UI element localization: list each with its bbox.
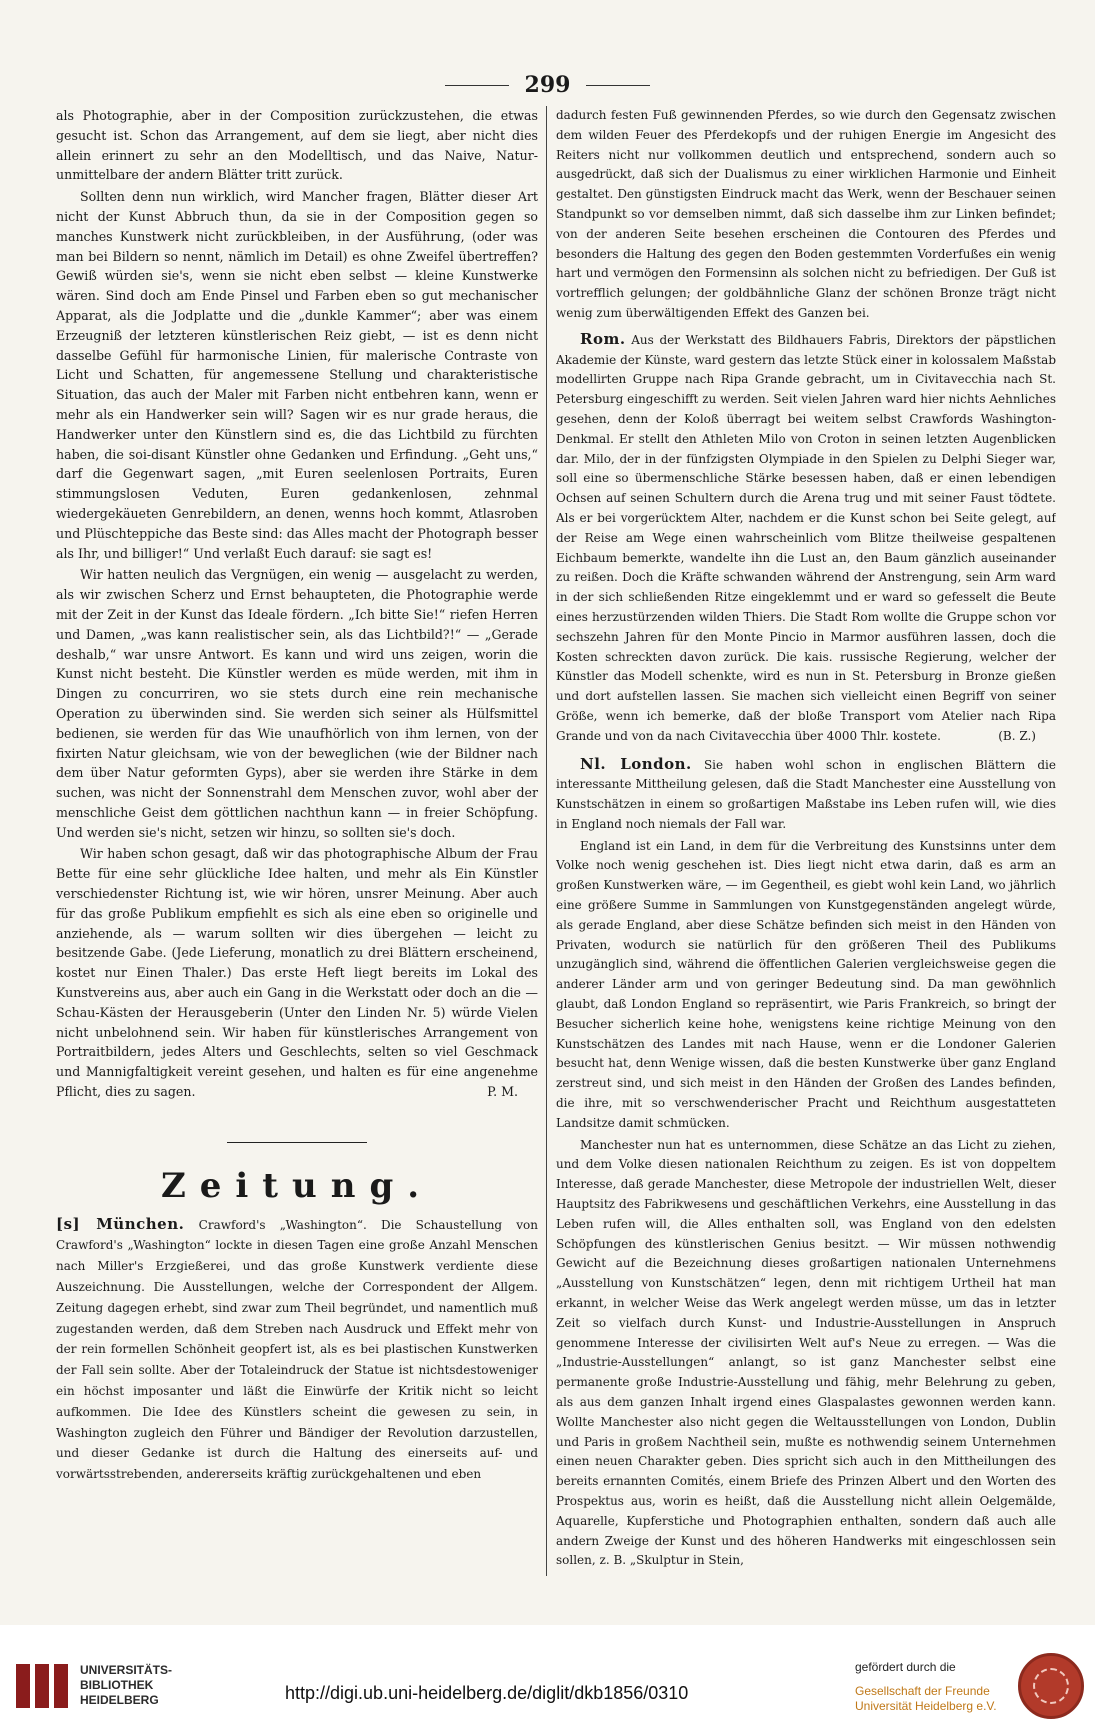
dateline-london: Nl. London. (580, 754, 692, 773)
column-divider (546, 106, 547, 1576)
university-seal-icon (1018, 1653, 1084, 1719)
section-title: Zeitung. (160, 1165, 434, 1206)
sponsor-name-line: Gesellschaft der Freunde (855, 1684, 990, 1698)
paragraph-text: Wir haben schon gesagt, daß wir das photographische Album der Frau Bette für eine sehr glückliche Idee halten, und mehr als Ein Künstler verschiedenster Richtung ist, wie wir hören, unsrer Meinung. Aber auch für das große Publikum empfiehlt es sich als eine eben so originelle und anziehende, als — warum sollten wir dies übergehen — leicht zu besitzende Gabe. (Jede Lieferung, monatlich zu drei Blättern erscheinend, kostet nur Einen Thaler.) Das erste Heft liegt bereits im Lokal des Kunstvereins aus, aber auch ein Gang in die Werkstatt oder doch an die — Schau-Kästen der Herausgeberin (Unter den Linden Nr. 5) würde Vielen nicht unbelohnend sein. Wir haben für künstlerisches Arrangement von Portraitbildern, jedes Alters und Geschlechts, selten so viel Geschmack und Mannigfaltigkeit vereint gesehen, und halten es für eine angenehme Pflicht, dies zu sagen. (56, 846, 538, 1100)
paragraph: Wir hatten neulich das Vergnügen, ein wenig — ausgelacht zu werden, als wir zwischen Scherz und Ernst behaupteten, die Photographie werde mit der Zeit in der Kunst das Ideale fördern. „Ich bitte Sie!“ riefen Herren und Damen, „was kann realistischer sein, als das Lichtbild?!“ — „Gerade deshalb,“ war unsre Antwort. Es kann und wird uns zeigen, worin die Kunst nicht besteht. Die Künstler werden es müde werden, mit ihm in Dingen zu concurriren, wo sie stets durch eine rein mechanische Operation zu überwinden sind. Sie werden sich seiner als Hülfsmittel bedienen, sie werden für das Wie unaufhörlich von ihm lernen, von der fixirten Natur gleichsam, wie von der beweglichen (wie der Bildner nach dem über Natur geformten Gyps), aber sie werden ihre Stärke in dem suchen, was nicht der Sonnenstrahl dem Menschen zuvor, wohl aber der menschliche Geist dem göttlichen nachthun kann — in freier Schöpfung. Und werden sie's nicht, setzen wir hinzu, so sollten sie's doch. (56, 567, 538, 840)
sponsor-label: gefördert durch die (855, 1660, 956, 1674)
dateline-munich: [s] München. (56, 1214, 185, 1233)
article-continuation: dadurch festen Fuß gewinnenden Pferdes, so wie durch den Gegensatz zwischen dem wilden Feuer des Pferdekopfs und der ruhigen Energie im Angesicht des Reiters nicht nur vollkommen deutlich und entsprechend, sondern auch so ausgedrückt, daß sich der Dualismus zu einer wirklichen Harmonie und Einheit gestaltet. Den günstigsten Eindruck macht das Werk, wenn der Beschauer seinen Standpunkt so vor demselben nimmt, daß sich dasselbe ihm zur Linken befindet; von der anderen Seite besehen erscheinen die Contouren des Pferdes und besonders die Haltung des gegen den Boden gestemmten Vorderfußes ein wenig hart und vermögen den Formensinn als solchen nicht zu befriedigen. Der Guß ist vortrefflich gelungen; der goldbähnliche Glanz der schönen Bronze trägt nicht wenig zum überwältigenden Effekt des Ganzen bei. (556, 108, 1056, 320)
library-logo-icon (16, 1664, 68, 1708)
right-column (556, 106, 1056, 1596)
header-rule-left (445, 85, 509, 86)
article-text: Crawford's „Washington“. Die Schaustellung von Crawford's „Washington“ lockte in diesen Tagen eine große Anzahl Menschen nach Miller's Erzgießerei, und das große Kunstwerk verdiente diese Auszeichnung. Die Ausstellungen, welche der Correspondent der Allgem. Zeitung dagegen erhebt, sind zwar zum Theil begründet, und namentlich muß zugestanden werden, daß dem Streben nach Ausdruck und Effekt mehr von der rein formellen Schönheit geopfert ist, als es bei plastischen Kunstwerken der Fall sein sollte. Aber der Totaleindruck der Statue ist nichtsdestoweniger ein höchst imposanter und läßt die Einwürfe der Kritik nicht so leicht aufkommen. Die Idee des Künstlers scheint die gewesen zu sein, in Washington zugleich den Führer und Bändiger der Revolution darzustellen, und dieser Gedanke ist durch die Haltung des einerseits auf- und vorwärtsstrebenden, andererseits kräftig zurückgehaltenen und eben (56, 1217, 538, 1482)
library-name-line: UNIVERSITÄTS- (80, 1663, 173, 1677)
sponsor-name (855, 1684, 1005, 1714)
paragraph: Manchester nun hat es unternommen, diese Schätze an das Licht zu ziehen, und dem Volke diesen nationalen Reichthum zu zeigen. Es ist von doppeltem Interesse, daß gerade Manchester, diese Metropole der industriellen Welt, dieser Hauptsitz des Fabrikwesens und geschäftlichen Verkehrs, eine Ausstellung in das Leben rufen will, die Alles enthalten soll, was England von den edelsten Schöpfungen des künstlerischen Genius besitzt. — Wir müssen nothwendig Gewicht auf die Bezeichnung dieses großartigen nationalen Unternehmens „Ausstellung von Kunstschätzen“ legen, denn mit richtigem Urtheil hat man erkannt, in welcher Weise das Werk angelegt werden müsse, um das in letzter Zeit so vielfach durch Kunst- und Industrie-Ausstellungen in Anspruch genommene Interesse der civilisirten Welt auf's Neue zu erregen. — Was die „Industrie-Ausstellungen“ anlangt, so ist ganz Manchester selbst eine permanente große Industrie-Ausstellung und fähig, mehr Belehrung zu geben, als aus dem ganzen Inhalt irgend eines Glaspalastes gewonnen werden kann. Wollte Manchester also nicht gegen die Weltausstellungen von London, Dublin und Paris in großem Nachtheil sein, mußte es nothwendig seinem Unternehmen einen neuen Charakter geben. Dies spricht sich auch in den Mittheilungen des bereits ernannten Comités, einem Briefe des Prinzen Albert und den Worten des Prospektus aus, worin es heißt, daß die Ausstellung nicht allein Oelgemälde, Aquarelle, Kupferstiche und Photographien enthalten, sondern daß auch alle andern Zweige der Kunst und des höheren Handwerks mit eingeschlossen sein sollen, z. B. „Skulptur in Stein, (556, 1137, 1056, 1568)
page-number: 299 (524, 72, 571, 98)
library-logo[interactable] (16, 1663, 172, 1708)
header-rule-right (586, 85, 650, 86)
source-signature: (B. Z.) (998, 728, 1036, 743)
article-rome (556, 330, 1056, 747)
section-divider (227, 1142, 367, 1143)
page-header (0, 72, 1095, 102)
signature: P. M. (487, 1084, 518, 1100)
paragraph: England ist ein Land, in dem für die Verbreitung des Kunstsinns unter dem Volke noch wenig geschehen ist. Dies liegt nicht etwa darin, daß es arm an großen Kunstwerken wäre, — im Gegentheil, es giebt wohl kein Land, wo jährlich eine größere Summe in Sammlungen von Kunstgegenständen angelegt würde, als gerade England, aber diese Schätze befinden sich meist in den Händen von Privaten, wodurch sie natürlich für den größeren Theil des Publikums unzugänglich sind, während die öffentlichen Galerien vergleichsweise gegen die anderer Länder arm und von geringer Bedeutung sind. Da man gewöhnlich glaubt, daß London England so repräsentirt, wie Paris Frankreich, so bringt der Besucher sicherlich keine hohe, wenigstens keine richtige Meinung von den Kunstschätzen des Landes mit nach Hause, wenn er die Londoner Galerien besucht hat, denn Wenige wissen, daß die besten Kunstwerke über ganz England zerstreut sind, und sich meist in den Händen der Großen des Landes befinden, die ihre, mit so verschwenderischer Pracht und Reichthum ausgestatteten Landsitze damit schmücken. (556, 838, 1056, 1130)
paragraph: Sollten denn nun wirklich, wird Mancher fragen, Blätter dieser Art nicht der Kunst Abbruch thun, da sie in der Composition gegen so manches Kunstwerk nicht zurückbleiben, in der Ausführung, (oder was man bei Bildern so nennt, nämlich im Detail) es ohne Zweifel übertreffen? Gewiß würden sie's, wenn sie nicht eben selbst — kleine Kunstwerke wären. Sind doch am Ende Pinsel und Farben eben so gut mechanischer Apparat, als die Jodplatte und die „dunkle Kammer“; aber was einem Erzeugniß der letzteren künstlerischen Reiz giebt, — ist es denn nicht dasselbe Gefühl für harmonische Linien, für malerische Contraste von Licht und Schatten, für angemessene Stellung und charakteristische Situation, das auch der Maler mit Farben nicht entbehren kann, wenn er mehr als ein Handwerker sein will? Sagen wir es nur grade heraus, die Handwerker unter den Künstlern sind es, die das Lichtbild zu fürchten haben, die soi-disant Künstler ohne Gedanken und Erfindung. „Geht uns,“ darf die Gegenwart sagen, „mit Euren seelenlosen Portraits, Euren stimmungslosen Veduten, Euren gedankenlosen, zehnmal wiedergekäueten Genrebildern, an denen, wenns hoch kommt, Atlasroben und Plüschteppiche das Beste sind: das Alles macht der Photograph besser als Ihr, und billiger!“ Und verlaßt Euch darauf: sie sagt es! (56, 189, 538, 561)
library-name-line: HEIDELBERG (80, 1693, 159, 1707)
sponsor-block[interactable] (855, 1660, 1005, 1714)
article-london (556, 755, 1056, 835)
library-name-line: BIBLIOTHEK (80, 1678, 154, 1692)
article-text: Aus der Werkstatt des Bildhauers Fabris, Direktors der päpstlichen Akademie der Künste, ward gestern das letzte Stück einer in kolossalem Maßstab modellirten Gruppe nach Ripa Grande gebracht, um in Civitavecchia nach St. Petersburg eingeschifft zu werden. Seit vielen Jahren ward hier nichts Aehnliches gesehen, denn der Koloß überragt bei weitem selbst Crawfords Washington-Denkmal. Er stellt den Athleten Milo von Croton in seinen letzten Augenblicken dar. Milo, der in der fünfzigsten Olympiade in den Spielen zu Delphi Sieger war, soll eine so übermenschliche Stärke besessen haben, daß er einen lebendigen Ochsen auf seinen Schultern durch die Arena trug und mit seiner Faust tödtete. Als er bei vorgerücktem Alter, nachdem er die Kunst schon bei Seite gelegt, auf der Reise am Wege einen wahrscheinlich vom Blitze theilweise gespaltenen Eichbaum bemerkte, wandelte ihn die Lust an, den Baum gänzlich auseinander zu reißen. Doch die Kräfte schwanden während der Anstrengung, sein Arm ward in der sich schließenden Ritze eingeklemmt und er ward so gefesselt die Beute eines herzustürzenden wilden Thiers. Die Stadt Rom wollte die Gruppe schon vor sechszehn Jahren für den Monte Pincio in Marmor ausführen lassen, doch die Kosten schreckten davon zurück. Die kais. russische Regierung, welcher der Künstler das Modell schenkte, wird es nun in St. Petersburg in Bronze gießen und dort aufstellen lassen. Sie machen sich vielleicht einen Begriff von seiner Größe, wenn ich bemerke, daß der bloße Transport vom Atelier nach Ripa Grande und von da nach Civitavecchia über 4000 Thlr. kostete. (556, 332, 1056, 743)
article-munich (56, 1215, 538, 1485)
paragraph (56, 844, 538, 1101)
library-name (80, 1663, 172, 1708)
source-url-link[interactable]: http://digi.ub.uni-heidelberg.de/diglit/dkb1856/0310 (285, 1683, 689, 1703)
paragraph: als Photographie, aber in der Composition zurückzustehen, die etwas gesucht ist. Schon das Arrangement, auf dem sie liegt, aber nicht dies allein erinnert zu sehr an den Modelltisch, und das Naive, Natur-unmittelbare der andern Blätter tritt zurück. (56, 108, 538, 183)
left-column (56, 106, 538, 1596)
footer-bar (0, 1625, 1095, 1730)
article-text: Sie haben wohl schon in englischen Blättern die interessante Mittheilung gelesen, daß die Stadt Manchester eine Ausstellung von Kunstschätzen in einem so großartigen Maßstabe ins Leben rufen will, wie dies in England noch niemals der Fall war. (556, 757, 1056, 831)
dateline-rome: Rom. (580, 329, 626, 348)
sponsor-name-line: Universität Heidelberg e.V. (855, 1699, 997, 1713)
